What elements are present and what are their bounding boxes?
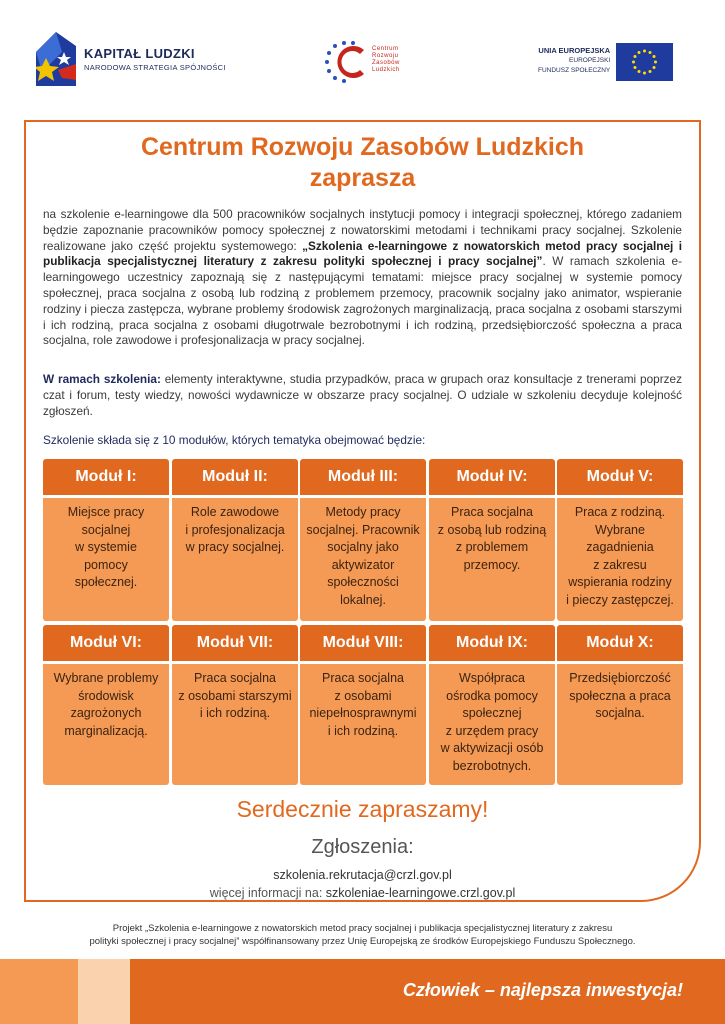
crzl-line-2: Rozwoju xyxy=(372,53,399,59)
module-5-title: Moduł V: xyxy=(557,459,683,495)
more-info-link[interactable]: szkoleniae-learningowe.crzl.gov.pl xyxy=(325,886,516,900)
footnote-line-1: Projekt „Szkolenia e-learningowe z nowatorskich metod pracy socjalnej i publikacja specjalistycznej literatury z zakresu xyxy=(112,923,613,934)
module-8 xyxy=(300,625,426,785)
eu-star-icon xyxy=(653,55,656,58)
training-scope-lead: W ramach szkolenia: xyxy=(43,372,161,386)
module-4 xyxy=(429,459,555,621)
eu-fund-line-2: FUNDUSZ SPOŁECZNY xyxy=(538,67,611,74)
module-10-title: Moduł X: xyxy=(557,625,683,661)
page-title xyxy=(24,132,701,194)
description-part-2: . W ramach szkolenia e-learningowego uczestnicy zapoznają się z następującymi tematami: miejsce pracy socjalnej w systemie pomocy społecznej, praca socjalna z osobą lub rodziną z problemem przemocy, pracownik socjalny jako animator, wspieranie rodziny i piecza zastępcza, wybrane problemy środowisk zagrożonych marginalizacją, praca socjalna z osobami starszymi i ich rodziną, praca socjalna z osobami długotrwale bezrobotnymi i ich rodziną, przedsiębiorczość społeczna a praca socjalna, role zawodowe i profesjonalizacja w pracy socjalnej. xyxy=(43,254,682,348)
eu-star-icon xyxy=(632,61,635,64)
module-10 xyxy=(557,625,683,785)
eu-star-icon xyxy=(638,70,641,73)
module-2 xyxy=(172,459,298,621)
more-info-label: więcej informacji na: xyxy=(209,886,326,900)
title-line-1: Centrum Rozwoju Zasobów Ludzkich xyxy=(140,133,585,161)
eu-star-icon xyxy=(643,72,646,75)
footer-slogan: Człowiek – najlepsza inwestycja! xyxy=(402,980,683,1000)
module-9-text: Współpraca ośrodka pomocy społecznej z urzędem pracy w aktywizacji osób bezrobotnych. xyxy=(429,664,555,785)
crzl-line-4: Ludzkich xyxy=(372,67,400,73)
training-scope-text: elementy interaktywne, studia przypadków, praca w grupach oraz konsultacje z trenerami poprzez czat i forum, testy wiedzy, nowości wydawnicze w obszarze pracy socjalnej. O udziale w szkoleniu decyduje kolejność zgłoszeń. xyxy=(43,372,682,418)
application-email-link[interactable]: szkolenia.rekrutacja@crzl.gov.pl xyxy=(273,868,452,882)
crzl-line-1: Centrum xyxy=(372,46,399,52)
module-6-title: Moduł VI: xyxy=(43,625,169,661)
closing-invitation: Serdecznie zapraszamy! xyxy=(236,796,489,822)
module-2-text: Role zawodowe i profesjonalizacja w pracy socjalnej. xyxy=(172,498,298,621)
module-9 xyxy=(429,625,555,785)
module-8-title: Moduł VIII: xyxy=(300,625,426,661)
module-1 xyxy=(43,459,169,621)
module-3 xyxy=(300,459,426,621)
eu-star-icon xyxy=(653,66,656,69)
footer-band-segment-1 xyxy=(0,959,78,1024)
eu-fund-line-1: EUROPEJSKI xyxy=(569,57,611,64)
eu-star-icon xyxy=(654,61,657,64)
module-1-title: Moduł I: xyxy=(43,459,169,495)
crzl-emblem-icon xyxy=(320,40,370,84)
project-footnote xyxy=(40,922,685,948)
module-5-text: Praca z rodziną. Wybrane zagadnienia z zakresu wspierania rodziny i pieczy zastępczej. xyxy=(557,498,683,621)
module-9-title: Moduł IX: xyxy=(429,625,555,661)
module-6 xyxy=(43,625,169,785)
kapital-ludzki-subtitle: NARODOWA STRATEGIA SPÓJNOŚCI xyxy=(84,63,226,72)
footer-band-segment-2 xyxy=(78,959,130,1024)
training-scope-paragraph xyxy=(43,372,682,419)
module-3-title: Moduł III: xyxy=(300,459,426,495)
eu-star-icon xyxy=(643,50,646,53)
module-3-text: Metody pracy socjalnej. Pracownik socjalny jako aktywizator społeczności lokalnej. xyxy=(300,498,426,621)
kapital-ludzki-logo xyxy=(36,32,226,86)
module-7-text: Praca socjalna z osobami starszymi i ich rodziną. xyxy=(172,664,298,785)
crzl-logo-text xyxy=(372,46,400,74)
description-paragraph xyxy=(43,207,682,349)
module-5 xyxy=(557,459,683,621)
module-1-text: Miejsce pracy socjalnej w systemie pomocy społecznej. xyxy=(43,498,169,621)
eu-star-icon xyxy=(634,55,637,58)
module-6-text: Wybrane problemy środowisk zagrożonych marginalizacją. xyxy=(43,664,169,785)
module-7-title: Moduł VII: xyxy=(172,625,298,661)
crzl-line-3: Zasobów xyxy=(372,60,400,66)
applications-label: Zgłoszenia: xyxy=(311,836,414,858)
crzl-logo xyxy=(320,40,410,84)
kapital-ludzki-title: KAPITAŁ LUDZKI xyxy=(84,46,195,61)
module-7 xyxy=(172,625,298,785)
description-part-1: na szkolenie e-learningowe dla 500 pracowników socjalnych instytucji pomocy i integracji społecznej, którego zadaniem będzie zapoznanie pracowników pomocy społecznej z nowatorskimi metodami i technikami pracy socjalnej. Szkolenie realizowane jako część projektu systemowego: xyxy=(43,207,682,253)
module-2-title: Moduł II: xyxy=(172,459,298,495)
eu-title: UNIA EUROPEJSKA xyxy=(538,46,611,55)
title-line-2: zaprasza xyxy=(309,164,416,192)
module-4-title: Moduł IV: xyxy=(429,459,555,495)
module-8-text: Praca socjalna z osobami niepełnosprawnymi i ich rodziną. xyxy=(300,664,426,785)
modules-intro: Szkolenie składa się z 10 modułów, których tematyka obejmować będzie: xyxy=(43,433,426,447)
eu-star-icon xyxy=(638,51,641,54)
project-name: „Szkolenia e-learningowe z nowatorskich metod pracy socjalnej i publikacja specjalistycznej literatury z zakresu polityki społecznej i pracy socjalnej” xyxy=(43,238,682,269)
module-4-text: Praca socjalna z osobą lub rodziną z problemem przemocy. xyxy=(429,498,555,621)
eu-star-icon xyxy=(649,70,652,73)
eu-star-icon xyxy=(649,51,652,54)
eu-logo xyxy=(538,43,673,81)
more-info-line xyxy=(24,886,701,900)
module-10-text: Przedsiębiorczość społeczna a praca socjalna. xyxy=(557,664,683,785)
kapital-ludzki-emblem-icon xyxy=(36,32,76,86)
eu-flag-icon xyxy=(616,43,673,81)
eu-star-icon xyxy=(634,66,637,69)
footnote-line-2: polityki społecznej i pracy socjalnej” współfinansowany przez Unię Europejską ze środków Europejskiego Funduszu Społecznego. xyxy=(89,936,636,947)
